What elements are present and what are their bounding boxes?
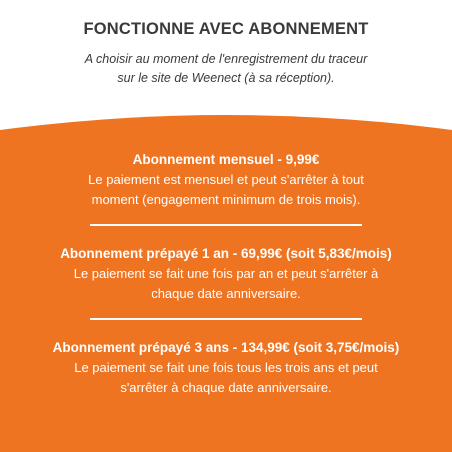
plan-monthly [0,150,452,210]
plan-description-line-1: Le paiement se fait une fois tous les trois ans et peut [74,360,378,375]
divider-1 [90,224,362,226]
plan-description-line-1: Le paiement se fait une fois par an et peut s'arrêter à [73,266,379,281]
plan-description-line-2: moment (engagement minimum de trois mois). [91,192,361,207]
plan-title: Abonnement prépayé 3 ans - 134,99€ (soit 3,75€/mois) [52,340,400,355]
subtitle-line-1: A choisir au moment de l'enregistrement du traceur [84,52,368,66]
page-title: FONCTIONNE AVEC ABONNEMENT [83,20,369,38]
divider-2 [90,318,362,320]
plan-description-line-1: Le paiement est mensuel et peut s'arrêter à tout [88,172,364,187]
plan-title: Abonnement mensuel - 9,99€ [132,152,320,167]
plan-prepaid-1-year [0,244,452,304]
plan-description-line-2: chaque date anniversaire. [151,286,301,301]
plan-description-line-2: s'arrêter à chaque date anniversaire. [120,380,332,395]
plan-title: Abonnement prépayé 1 an - 69,99€ (soit 5,83€/mois) [60,246,392,261]
header [0,0,452,120]
subtitle-line-2: sur le site de Weenect (à sa réception). [117,71,335,85]
page-subtitle [0,50,452,88]
plan-prepaid-3-years [0,338,452,398]
